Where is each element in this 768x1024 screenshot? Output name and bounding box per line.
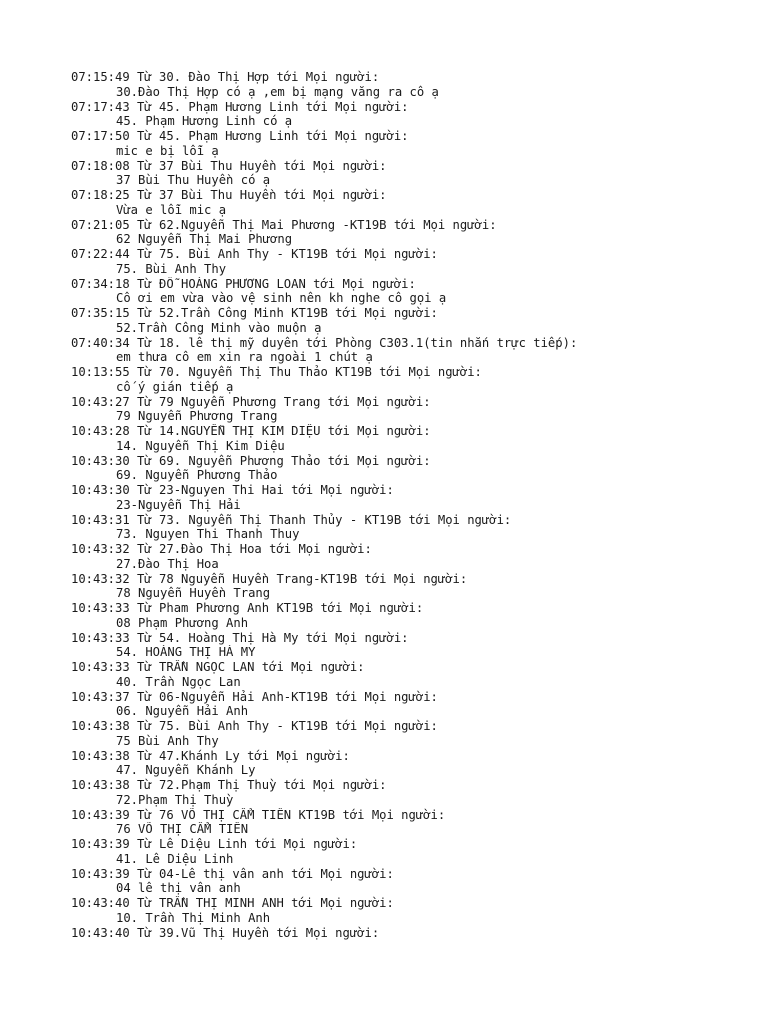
message-body: 54. HOÀNG THỊ HÀ MY: [116, 645, 256, 660]
chat-message: [71, 837, 731, 867]
message-header: 10:43:32 Từ 78 Nguyễn Huyền Trang-KT19B tới Mọi người:: [71, 571, 468, 586]
message-body: 69. Nguyễn Phương Thảo: [116, 468, 278, 483]
chat-message: [71, 690, 731, 720]
chat-message: [71, 277, 731, 307]
message-body: 06. Nguyễn Hải Anh: [116, 704, 249, 719]
chat-message: [71, 218, 731, 248]
message-header: 07:21:05 Từ 62.Nguyễn Thị Mai Phương -KT19B tới Mọi người:: [71, 217, 497, 232]
message-header: 10:43:39 Từ Lê Diệu Linh tới Mọi người:: [71, 837, 358, 851]
message-header: 07:15:49 Từ 30. Đào Thị Hợp tới Mọi người:: [71, 70, 380, 84]
message-header: 10:43:31 Từ 73. Nguyễn Thị Thanh Thủy - KT19B tới Mọi người:: [71, 512, 512, 527]
chat-message: [71, 336, 731, 366]
message-header: 07:34:18 Từ ĐỖ HOÀNG PHƯƠNG LOAN tới Mọi người:: [71, 276, 416, 291]
chat-message: [71, 129, 731, 159]
message-header: 10:43:39 Từ 76 VÕ THỊ CẨM TIÊN KT19B tới Mọi người:: [71, 807, 446, 822]
message-header: 07:40:34 Từ 18. lê thị mỹ duyên tới Phòng C303.1(tin nhắn trực tiếp):: [71, 335, 578, 350]
message-body: em thưa cô em xin ra ngoài 1 chút ạ: [116, 350, 373, 365]
message-body: Vừa e lỗi mic ạ: [116, 202, 227, 217]
chat-message: [71, 572, 731, 602]
chat-message: [71, 306, 731, 336]
chat-message: [71, 159, 731, 189]
message-body: mic e bị lỗi ạ: [116, 143, 219, 158]
chat-log: [71, 70, 731, 940]
message-header: 07:17:43 Từ 45. Phạm Hương Linh tới Mọi người:: [71, 99, 409, 114]
message-body: 47. Nguyễn Khánh Ly: [116, 763, 256, 778]
message-header: 10:43:33 Từ TRẦN NGỌC LAN tới Mọi người:: [71, 660, 365, 674]
message-body: 40. Trần Ngọc Lan: [116, 674, 241, 689]
message-header: 10:43:33 Từ 54. Hoàng Thị Hà My tới Mọi người:: [71, 630, 409, 645]
chat-message: [71, 188, 731, 218]
message-body: 30.Đào Thị Hợp có ạ ,em bị mạng văng ra cô ạ: [116, 84, 439, 99]
chat-message: [71, 926, 731, 941]
message-header: 07:17:50 Từ 45. Phạm Hương Linh tới Mọi người:: [71, 129, 409, 143]
message-header: 10:43:38 Từ 47.Khánh Ly tới Mọi người:: [71, 748, 350, 763]
message-header: 07:35:15 Từ 52.Trần Công Minh KT19B tới Mọi người:: [71, 306, 438, 320]
chat-message: [71, 601, 731, 631]
message-header: 10:43:37 Từ 06-Nguyễn Hải Anh-KT19B tới Mọi người:: [71, 689, 438, 704]
chat-message: [71, 896, 731, 926]
chat-message: [71, 719, 731, 749]
message-body: 79 Nguyễn Phương Trang: [116, 409, 278, 424]
message-header: 10:43:28 Từ 14.NGUYỄN THỊ KIM DIỆU tới Mọi người:: [71, 424, 431, 438]
message-body: Cô ơi em vừa vào vệ sinh nên kh nghe cô gọi ạ: [116, 291, 447, 306]
chat-message: [71, 395, 731, 425]
message-header: 10:43:38 Từ 72.Phạm Thị Thuỳ tới Mọi người:: [71, 778, 387, 792]
message-body: 75. Bùi Anh Thy: [116, 261, 227, 276]
message-header: 10:13:55 Từ 70. Nguyễn Thị Thu Thảo KT19B tới Mọi người:: [71, 365, 482, 379]
message-body: 37 Bùi Thu Huyền có ạ: [116, 173, 271, 188]
message-header: 10:43:27 Từ 79 Nguyễn Phương Trang tới Mọi người:: [71, 394, 431, 409]
message-body: 45. Phạm Hương Linh có ạ: [116, 114, 293, 129]
message-header: 10:43:38 Từ 75. Bùi Anh Thy - KT19B tới Mọi người:: [71, 719, 438, 733]
chat-message: [71, 483, 731, 513]
chat-message: [71, 749, 731, 779]
message-body: 52.Trần Công Minh vào muộn ạ: [116, 320, 322, 335]
message-body: cố ý gián tiếp ạ: [116, 379, 234, 394]
message-body: 04 lê thị vân anh: [116, 881, 241, 896]
message-body: 72.Phạm Thị Thuỳ: [116, 792, 234, 807]
chat-message: [71, 365, 731, 395]
chat-message: [71, 513, 731, 543]
message-header: 07:18:25 Từ 37 Bùi Thu Huyền tới Mọi người:: [71, 188, 387, 202]
message-body: 73. Nguyen Thi Thanh Thuy: [116, 527, 300, 542]
message-body: 41. Lê Diệu Linh: [116, 851, 234, 866]
chat-message: [71, 100, 731, 130]
chat-message: [71, 70, 731, 100]
message-body: 08 Phạm Phương Anh: [116, 615, 249, 630]
chat-message: [71, 631, 731, 661]
message-body: 76 VÕ THỊ CẨM TIÊN: [116, 822, 249, 837]
message-body: 14. Nguyễn Thị Kim Diệu: [116, 438, 285, 453]
message-header: 10:43:33 Từ Pham Phương Anh KT19B tới Mọi người:: [71, 601, 424, 615]
message-header: 10:43:40 Từ 39.Vũ Thị Huyền tới Mọi người:: [71, 925, 380, 940]
chat-message: [71, 542, 731, 572]
chat-message: [71, 867, 731, 897]
chat-message: [71, 424, 731, 454]
message-body: 23-Nguyễn Thị Hải: [116, 497, 241, 512]
message-header: 10:43:32 Từ 27.Đào Thị Hoa tới Mọi người:: [71, 542, 372, 556]
chat-message: [71, 660, 731, 690]
message-body: 78 Nguyễn Huyền Trang: [116, 586, 271, 601]
chat-message: [71, 808, 731, 838]
message-header: 10:43:30 Từ 69. Nguyễn Phương Thảo tới Mọi người:: [71, 453, 431, 468]
message-body: 75 Bùi Anh Thy: [116, 733, 219, 748]
message-header: 10:43:40 Từ TRẦN THỊ MINH ANH tới Mọi người:: [71, 896, 394, 910]
message-body: 10. Trần Thị Minh Anh: [116, 910, 271, 925]
chat-message: [71, 247, 731, 277]
message-body: 62 Nguyễn Thị Mai Phương: [116, 232, 293, 247]
message-header: 10:43:39 Từ 04-Lê thị vân anh tới Mọi người:: [71, 866, 394, 881]
message-header: 10:43:30 Từ 23-Nguyen Thi Hai tới Mọi người:: [71, 483, 394, 497]
message-header: 07:22:44 Từ 75. Bùi Anh Thy - KT19B tới Mọi người:: [71, 247, 438, 261]
chat-message: [71, 778, 731, 808]
chat-message: [71, 454, 731, 484]
message-body: 27.Đào Thị Hoa: [116, 556, 219, 571]
message-header: 07:18:08 Từ 37 Bùi Thu Huyền tới Mọi người:: [71, 158, 387, 173]
